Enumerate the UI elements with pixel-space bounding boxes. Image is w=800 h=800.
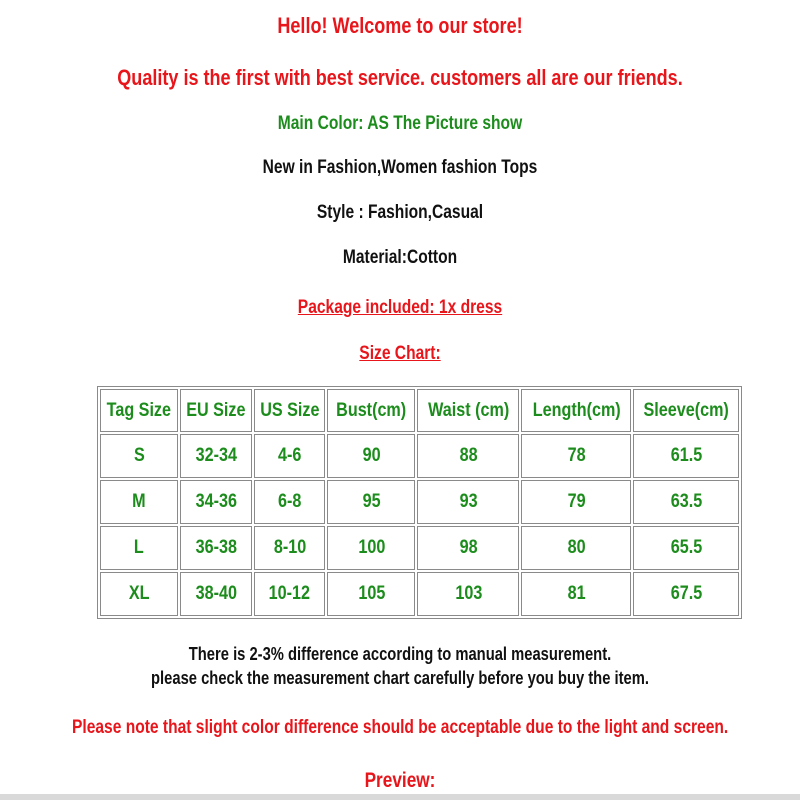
preview-heading: Preview: [364, 769, 436, 792]
new-in-text: New in Fashion,Women fashion Tops [262, 157, 538, 178]
table-cell: 6-8 [254, 480, 326, 524]
table-cell: S [100, 434, 178, 478]
table-header-cell: Sleeve(cm) [633, 389, 739, 432]
quality-text: Quality is the first with best service. customers all are our friends. [117, 65, 683, 90]
table-cell: 10-12 [254, 572, 326, 616]
measurement-note-2: please check the measurement chart carefully before you buy the item. [151, 668, 649, 688]
table-row [100, 572, 739, 616]
bottom-divider [0, 794, 800, 800]
table-cell: 80 [521, 526, 631, 570]
table-header-cell: Waist (cm) [417, 389, 519, 432]
table-header-cell: EU Size [180, 389, 252, 432]
table-row [100, 526, 739, 570]
table-header-cell: US Size [254, 389, 326, 432]
main-color-text: Main Color: AS The Picture show [277, 113, 523, 134]
size-chart-title: Size Chart: [359, 343, 441, 364]
table-cell: 105 [327, 572, 415, 616]
table-cell: 65.5 [633, 526, 739, 570]
table-cell: 98 [417, 526, 519, 570]
table-cell: XL [100, 572, 178, 616]
package-text: Package included: 1x dress [297, 297, 503, 318]
table-cell: L [100, 526, 178, 570]
greeting-text: Hello! Welcome to our store! [277, 13, 523, 38]
table-cell: 100 [327, 526, 415, 570]
measurement-note-1: There is 2-3% difference according to manual measurement. [188, 644, 612, 664]
table-cell: 88 [417, 434, 519, 478]
table-cell: M [100, 480, 178, 524]
table-cell: 95 [327, 480, 415, 524]
material-text: Material:Cotton [342, 247, 458, 268]
table-row [100, 434, 739, 478]
table-cell: 8-10 [254, 526, 326, 570]
table-header-cell: Tag Size [100, 389, 178, 432]
table-cell: 61.5 [633, 434, 739, 478]
table-cell: 93 [417, 480, 519, 524]
table-header-cell: Bust(cm) [327, 389, 415, 432]
table-cell: 81 [521, 572, 631, 616]
table-cell: 63.5 [633, 480, 739, 524]
color-difference-note: Please note that slight color difference should be acceptable due to the light and screen. [72, 717, 729, 738]
style-text: Style : Fashion,Casual [316, 202, 484, 223]
table-cell: 4-6 [254, 434, 326, 478]
table-header-row [100, 389, 739, 432]
table-row [100, 480, 739, 524]
size-chart-table [97, 386, 742, 619]
table-cell: 38-40 [180, 572, 252, 616]
table-cell: 67.5 [633, 572, 739, 616]
table-cell: 78 [521, 434, 631, 478]
table-cell: 34-36 [180, 480, 252, 524]
table-cell: 36-38 [180, 526, 252, 570]
table-header-cell: Length(cm) [521, 389, 631, 432]
table-cell: 90 [327, 434, 415, 478]
table-cell: 79 [521, 480, 631, 524]
table-cell: 32-34 [180, 434, 252, 478]
table-cell: 103 [417, 572, 519, 616]
